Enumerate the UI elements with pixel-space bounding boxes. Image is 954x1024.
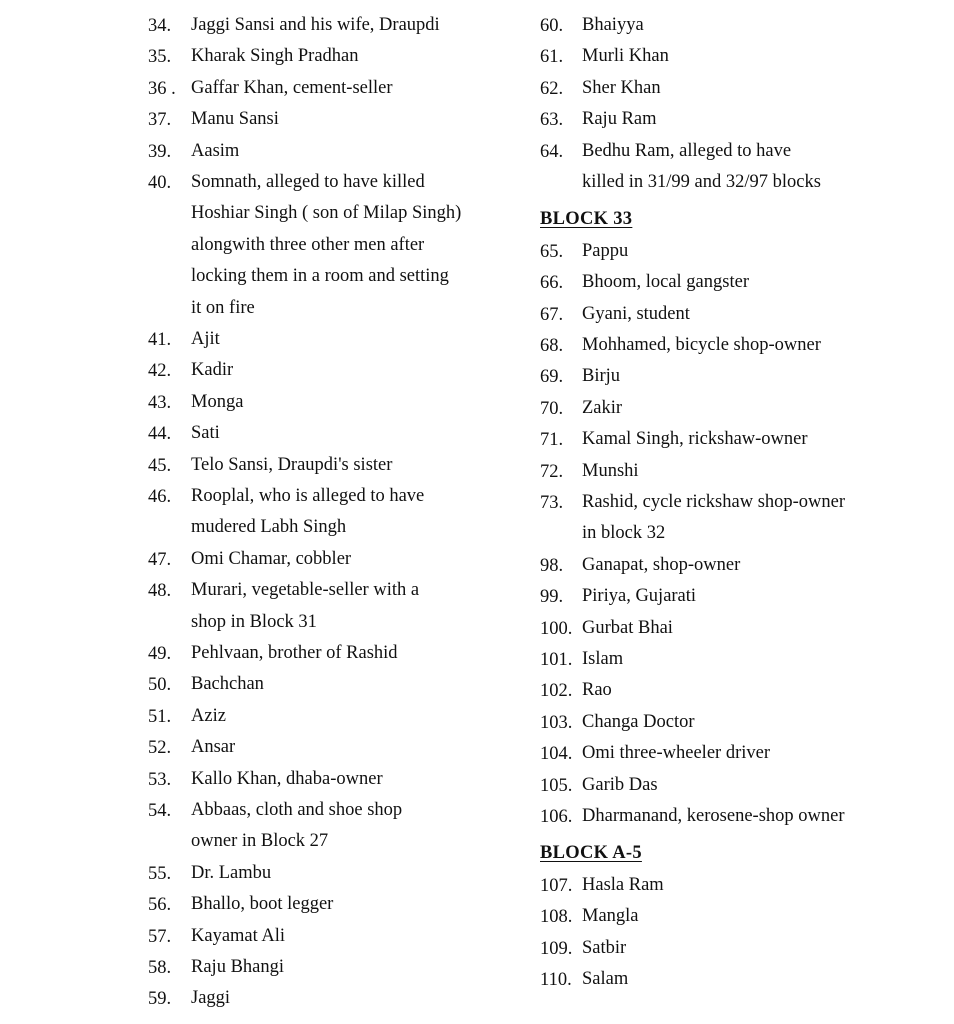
- item-text-line: locking them in a room and setting: [191, 266, 449, 287]
- item-text-line: Kharak Singh Pradhan: [191, 46, 359, 67]
- item-number: 71.: [540, 430, 564, 451]
- list-item: [148, 41, 359, 72]
- item-text-line: Zakir: [582, 397, 623, 418]
- list-item: [148, 575, 419, 638]
- list-item: [148, 450, 392, 481]
- item-text-line: Satbir: [582, 937, 627, 958]
- item-number: 107.: [540, 875, 573, 896]
- list-item: [148, 387, 243, 418]
- item-text: [582, 330, 821, 361]
- item-text: [191, 104, 279, 135]
- item-text-line: Bhoom, local gangster: [582, 272, 749, 293]
- item-text-line: Gaffar Khan, cement-seller: [191, 77, 393, 98]
- item-text: [191, 450, 392, 481]
- item-text-line: Rashid, cycle rickshaw shop-owner: [582, 492, 846, 512]
- item-text: [582, 581, 696, 612]
- list-item: [148, 73, 393, 104]
- item-text: [582, 901, 639, 932]
- item-text-line: Abbaas, cloth and shoe shop: [191, 800, 403, 820]
- item-text-line: killed in 31/99 and 32/97 blocks: [582, 172, 821, 192]
- item-text-line: Birju: [582, 366, 621, 387]
- item-number: 105.: [540, 775, 573, 796]
- item-text-line: Raju Bhangi: [191, 957, 285, 977]
- item-text: [191, 889, 333, 920]
- item-text: [582, 104, 657, 135]
- list-item: [540, 707, 695, 738]
- list-item: [148, 952, 284, 983]
- item-text-line: Sher Khan: [582, 77, 661, 98]
- list-item: [148, 983, 230, 1014]
- item-number: 49.: [148, 644, 172, 664]
- item-number: 67.: [540, 304, 564, 325]
- item-text-line: Munshi: [582, 460, 639, 481]
- list-item: [540, 41, 669, 72]
- list-item: [540, 10, 644, 41]
- item-number: 52.: [148, 738, 172, 759]
- item-number: 110.: [540, 970, 572, 990]
- list-item: [540, 770, 658, 801]
- item-text: [191, 136, 239, 167]
- item-text-line: Somnath, alleged to have killed: [191, 172, 425, 192]
- item-text: [191, 858, 271, 889]
- list-item: [540, 361, 620, 392]
- item-number: 57.: [148, 926, 172, 947]
- item-text-line: Jaggi: [191, 988, 231, 1009]
- item-text: [582, 10, 644, 41]
- item-text: [582, 550, 740, 581]
- block-heading: BLOCK 33: [540, 209, 633, 230]
- item-number: 66.: [540, 273, 564, 294]
- list-item: [148, 324, 220, 355]
- item-number: 100.: [540, 618, 573, 639]
- item-text: [191, 921, 285, 952]
- item-number: 104.: [540, 744, 573, 765]
- item-text-line: Bachchan: [191, 674, 264, 695]
- list-item: [148, 669, 264, 700]
- list-item: [540, 136, 821, 199]
- item-text: [191, 481, 424, 544]
- item-text-line: Kayamat Ali: [191, 925, 286, 946]
- item-text-line: Pappu: [582, 240, 629, 261]
- item-number: 106.: [540, 807, 573, 827]
- item-text-line: in block 32: [582, 523, 666, 544]
- list-item: [540, 675, 612, 706]
- item-text-line: Kallo Khan, dhaba-owner: [191, 768, 383, 789]
- item-text: [191, 418, 220, 449]
- item-number: 64.: [540, 141, 564, 162]
- item-text: [191, 952, 284, 983]
- list-item: [148, 104, 279, 135]
- item-text: [191, 167, 461, 324]
- item-text-line: Hoshiar Singh ( son of Milap Singh): [191, 203, 462, 224]
- list-item: [148, 136, 239, 167]
- item-text-line: mudered Labh Singh: [191, 517, 347, 538]
- list-item: [148, 889, 333, 920]
- item-text-line: alongwith three other men after: [191, 234, 425, 255]
- item-text: [582, 738, 770, 769]
- list-item: [540, 73, 661, 104]
- list-item: [148, 858, 271, 889]
- item-text: [582, 299, 690, 330]
- item-text: [191, 732, 235, 763]
- item-text-line: owner in Block 27: [191, 831, 329, 852]
- item-text-line: Omi Chamar, cobbler: [191, 548, 352, 569]
- item-number: 56.: [148, 895, 172, 916]
- item-text: [582, 801, 845, 832]
- item-text-line: Dr. Lambu: [191, 862, 272, 883]
- item-number: 108.: [540, 907, 573, 928]
- item-text-line: Salam: [582, 969, 629, 989]
- item-number: 63.: [540, 110, 564, 131]
- list-item: [540, 236, 628, 267]
- item-text-line: Manu Sansi: [191, 109, 279, 130]
- item-number: 65.: [540, 241, 564, 262]
- item-text-line: Bedhu Ram, alleged to have: [582, 140, 792, 161]
- list-item: [540, 738, 770, 769]
- item-text-line: Bhaiyya: [582, 15, 644, 35]
- list-item: [148, 481, 424, 544]
- item-text-line: Monga: [191, 391, 244, 412]
- item-text-line: Jaggi Sansi and his wife, Draupdi: [191, 15, 440, 35]
- item-number: 55.: [148, 863, 172, 884]
- item-text: [582, 707, 695, 738]
- item-text: [582, 136, 821, 199]
- item-text: [582, 236, 628, 267]
- item-text: [582, 964, 628, 995]
- list-item: [540, 550, 740, 581]
- item-text: [582, 770, 658, 801]
- list-item: [540, 933, 626, 964]
- list-item: [540, 613, 673, 644]
- list-item: [540, 456, 639, 487]
- item-text: [191, 41, 359, 72]
- list-item: [540, 487, 845, 550]
- item-text: [582, 73, 661, 104]
- item-text-line: Bhallo, boot legger: [191, 894, 334, 915]
- item-text-line: Rao: [582, 680, 612, 701]
- item-text: [582, 424, 808, 455]
- item-number: 46.: [148, 487, 172, 507]
- item-text: [582, 870, 664, 901]
- item-text: [191, 764, 383, 795]
- item-text-line: Omi three-wheeler driver: [582, 743, 770, 764]
- item-number: 101.: [540, 650, 573, 670]
- list-item: [148, 795, 402, 858]
- item-text: [191, 795, 402, 858]
- item-number: 62.: [540, 78, 564, 99]
- list-item: [540, 424, 808, 455]
- item-text: [582, 267, 749, 298]
- list-item: [148, 764, 383, 795]
- item-text: [191, 73, 393, 104]
- list-item: [540, 964, 628, 995]
- item-text: [582, 613, 673, 644]
- item-text: [582, 644, 623, 675]
- item-number: 99.: [540, 587, 564, 608]
- item-number: 73.: [540, 493, 564, 513]
- item-text: [582, 393, 622, 424]
- item-text: [191, 10, 440, 41]
- item-number: 98.: [540, 555, 564, 576]
- item-text-line: Sati: [191, 423, 220, 444]
- item-text-line: Pehlvaan, brother of Rashid: [191, 643, 398, 663]
- item-number: 47.: [148, 549, 172, 570]
- item-text-line: Mangla: [582, 906, 639, 927]
- item-text: [191, 387, 243, 418]
- item-number: 102.: [540, 681, 573, 702]
- item-number: 51.: [148, 706, 172, 727]
- item-number: 103.: [540, 712, 573, 733]
- list-item: [540, 644, 623, 675]
- list-item: [148, 355, 233, 386]
- item-text-line: Murli Khan: [582, 46, 669, 67]
- item-text-line: shop in Block 31: [191, 611, 317, 632]
- item-text: [191, 701, 226, 732]
- list-item: [148, 544, 351, 575]
- item-number: 69.: [540, 367, 564, 388]
- item-number: 53.: [148, 769, 172, 790]
- item-text-line: Kamal Singh, rickshaw-owner: [582, 429, 808, 450]
- item-number: 72.: [540, 461, 564, 482]
- list-item: [540, 299, 690, 330]
- item-text-line: Mohhamed, bicycle shop-owner: [582, 335, 821, 355]
- item-text-line: Aziz: [191, 705, 226, 726]
- item-text: [191, 575, 419, 638]
- item-text: [582, 487, 845, 550]
- list-item: [540, 393, 622, 424]
- list-item: [540, 801, 845, 832]
- item-number: 41.: [148, 330, 172, 350]
- item-number: 34.: [148, 16, 172, 36]
- item-text: [582, 933, 626, 964]
- list-item: [540, 870, 664, 901]
- item-number: 50.: [148, 675, 172, 696]
- item-text-line: Gyani, student: [582, 303, 690, 324]
- item-number: 43.: [148, 392, 172, 413]
- item-text-line: Kadir: [191, 360, 234, 381]
- item-number: 37.: [148, 110, 172, 131]
- list-item: [148, 167, 461, 324]
- item-text-line: Telo Sansi, Draupdi's sister: [191, 454, 393, 475]
- list-item: [148, 732, 235, 763]
- list-item: [540, 104, 657, 135]
- list-item: [540, 901, 639, 932]
- item-text: [582, 675, 612, 706]
- item-text-line: Piriya, Gujarati: [582, 586, 697, 607]
- item-text: [191, 638, 398, 669]
- item-text: [191, 355, 233, 386]
- item-number: 44.: [148, 424, 172, 445]
- list-item: [148, 921, 285, 952]
- item-number: 54.: [148, 801, 172, 821]
- list-item: [148, 701, 226, 732]
- item-number: 45.: [148, 455, 172, 476]
- item-text-line: Hasla Ram: [582, 874, 664, 895]
- list-item: [148, 10, 440, 41]
- item-text-line: Garib Das: [582, 774, 658, 795]
- item-text: [582, 456, 639, 487]
- item-number: 48.: [148, 581, 172, 602]
- item-number: 61.: [540, 47, 564, 68]
- item-number: 60.: [540, 16, 564, 36]
- item-text-line: Gurbat Bhai: [582, 617, 673, 638]
- item-number: 42.: [148, 361, 172, 382]
- item-number: 58.: [148, 958, 172, 978]
- list-item: [540, 267, 749, 298]
- list-item: [540, 581, 696, 612]
- item-text: [191, 983, 230, 1014]
- item-number: 40.: [148, 173, 172, 193]
- list-item: [148, 418, 220, 449]
- item-number: 59.: [148, 989, 172, 1010]
- item-text-line: Ajit: [191, 329, 220, 349]
- block-heading: BLOCK A-5: [540, 843, 642, 864]
- item-text-line: Murari, vegetable-seller with a: [191, 580, 420, 601]
- item-text-line: it on fire: [191, 297, 255, 318]
- item-text: [582, 41, 669, 72]
- item-text-line: Ansar: [191, 737, 236, 758]
- item-text-line: Dharmanand, kerosene-shop owner: [582, 806, 845, 826]
- item-number: 68.: [540, 336, 564, 356]
- item-text-line: Changa Doctor: [582, 711, 695, 732]
- list-item: [148, 638, 398, 669]
- item-number: 39.: [148, 141, 172, 162]
- item-text: [191, 669, 264, 700]
- item-number: 36 .: [148, 78, 176, 99]
- item-text: [582, 361, 620, 392]
- item-text-line: Rooplal, who is alleged to have: [191, 486, 425, 506]
- item-text-line: Raju Ram: [582, 109, 657, 130]
- item-number: 70.: [540, 398, 564, 419]
- item-text: [191, 544, 351, 575]
- item-number: 109.: [540, 938, 573, 959]
- list-item: [540, 330, 821, 361]
- item-number: 35.: [148, 47, 172, 68]
- item-text-line: Ganapat, shop-owner: [582, 554, 741, 575]
- item-text-line: Aasim: [191, 140, 240, 161]
- item-text-line: Islam: [582, 649, 624, 669]
- item-text: [191, 324, 220, 355]
